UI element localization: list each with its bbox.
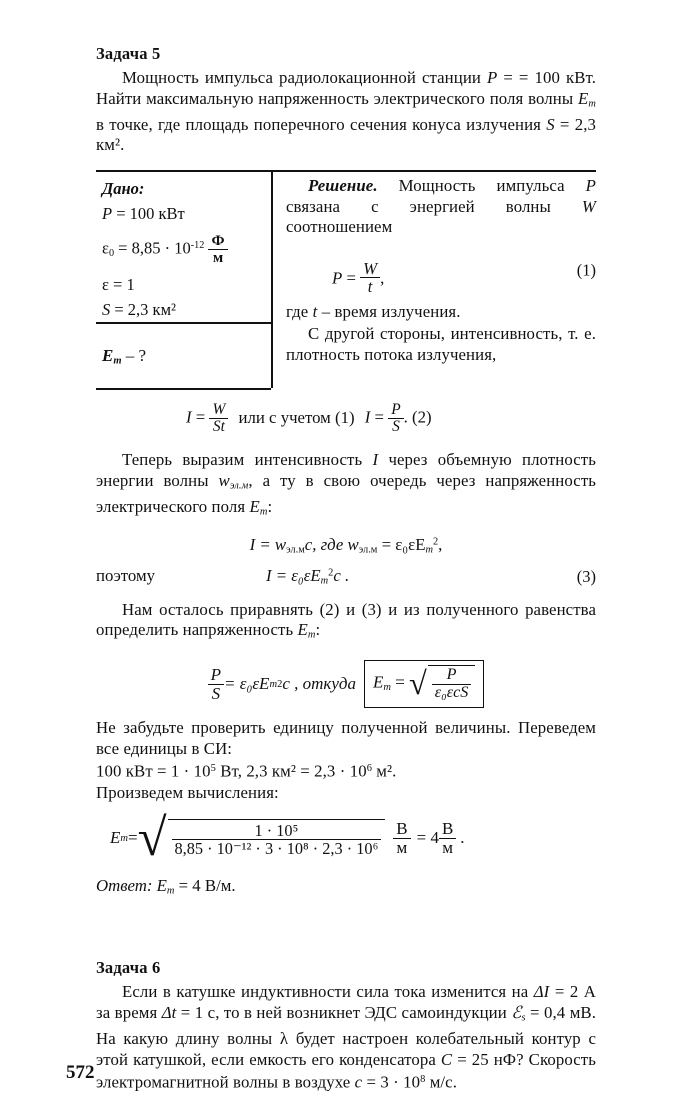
para4-b: : bbox=[315, 620, 321, 640]
task6-heading: Задача 6 bbox=[96, 958, 161, 978]
task5-answer bbox=[96, 876, 596, 897]
solution-para1 bbox=[286, 176, 596, 238]
find-label-sub: m bbox=[113, 355, 122, 367]
t6-dI: ΔI bbox=[533, 982, 550, 1002]
eq2-num1: W bbox=[212, 400, 226, 418]
t6-part6: = 3 · 10 bbox=[362, 1072, 421, 1092]
eq2-fraction-2 bbox=[388, 402, 403, 435]
eq1-fraction bbox=[360, 260, 380, 296]
eq2-fraction-1 bbox=[209, 402, 228, 435]
given-solution-block bbox=[96, 170, 596, 392]
task5-statement-part4: = 2,3 км². bbox=[96, 114, 596, 155]
boxed-E: E bbox=[372, 672, 384, 692]
final-res-num: В bbox=[441, 819, 454, 839]
final-den: 8,85 · 10⁻¹² · 3 · 10⁸ · 2,3 · 10⁶ bbox=[172, 839, 382, 857]
therefore-label: поэтому bbox=[96, 565, 155, 585]
radical-sign: √ bbox=[409, 665, 427, 702]
t6-part7: м/с. bbox=[425, 1072, 458, 1092]
eqmid-part3: = ε₀εE bbox=[377, 534, 426, 554]
equation-1: P = $\frac{W}{t}$ , (1) bbox=[332, 258, 596, 297]
t6-dt: Δt bbox=[161, 1002, 177, 1022]
task6-statement bbox=[96, 982, 596, 1093]
para6-sup2: 6 bbox=[366, 763, 372, 775]
page-number: 572 bbox=[66, 1062, 95, 1083]
t6-part5: = 25 нФ? Скорость электромагнитной волны в воздухе bbox=[96, 1049, 596, 1092]
find-label: E bbox=[102, 345, 114, 365]
t6-eps-sub: s bbox=[521, 1012, 526, 1024]
rule-bottom bbox=[96, 388, 271, 390]
eq2-tag: . (2) bbox=[403, 407, 432, 427]
t6-sup: 8 bbox=[420, 1074, 426, 1086]
eq3-part2: c . bbox=[333, 565, 350, 585]
final-unit bbox=[393, 820, 410, 857]
eqmid-sub1: эл.м bbox=[286, 544, 305, 556]
para3-w: w bbox=[218, 470, 230, 490]
eq3-sub: m bbox=[320, 575, 329, 587]
final-equation bbox=[96, 809, 596, 868]
eqbig-left-fraction bbox=[208, 666, 224, 703]
t6-eps: ℰ bbox=[511, 1002, 522, 1022]
given-item-0: P = 100 кВт bbox=[102, 203, 185, 223]
boxed-den: ε₀εcS bbox=[434, 684, 469, 702]
given-item-2: ε = 1 bbox=[102, 274, 135, 294]
para3-E: E bbox=[249, 496, 260, 516]
symbol-S: S bbox=[546, 114, 555, 134]
eq2-I2: I bbox=[364, 407, 371, 427]
final-radical bbox=[137, 809, 386, 868]
eqmid-sub3: m bbox=[425, 544, 433, 556]
where-symbol-t: t bbox=[312, 301, 318, 321]
task5-heading: Задача 5 bbox=[96, 44, 161, 63]
t6-C: C bbox=[440, 1049, 453, 1069]
eq2-den1: St bbox=[212, 418, 225, 436]
answer-E: E bbox=[152, 875, 167, 895]
task5-statement bbox=[96, 68, 596, 156]
eq2-I: I bbox=[186, 407, 192, 427]
t6-part1: Если в катушке индуктивности сила тока изменится на bbox=[122, 982, 534, 1002]
eqbig-mid2: c , откуда bbox=[282, 674, 356, 694]
rule-mid bbox=[96, 322, 271, 324]
para3-I: I bbox=[372, 449, 379, 469]
eqmid-part1: I = w bbox=[249, 534, 287, 554]
para4-E: E bbox=[297, 620, 308, 640]
eqbig-mid: = ε₀εE bbox=[224, 674, 270, 694]
eq1-tag: (1) bbox=[576, 260, 596, 280]
para6-c: м². bbox=[372, 762, 397, 782]
eq2-den2: S bbox=[392, 418, 400, 436]
eqbig-mid-sub: m bbox=[269, 678, 278, 690]
section-spacer bbox=[96, 896, 596, 926]
eq2-num2: P bbox=[391, 400, 401, 418]
task5-para6 bbox=[96, 759, 596, 782]
equation-2: I = $\frac{W}{St}$ или с учетом (1) I = $\frac{P}{S}$ . (2) bbox=[186, 400, 432, 436]
para3-d: : bbox=[267, 496, 273, 516]
where-part1: где bbox=[286, 301, 313, 321]
task5-para5: Не забудьте проверить единицу полученной величины. Переведем все единицы в СИ: bbox=[96, 718, 596, 758]
final-E-sub: m bbox=[120, 832, 128, 844]
final-res-den: м bbox=[439, 838, 456, 857]
boxed-fraction bbox=[432, 667, 472, 702]
section-spacer-2 bbox=[96, 926, 596, 944]
task5-statement-part1: Мощность импульса радиолокационной станции bbox=[122, 68, 487, 87]
task5-statement-part2: = = 100 кВт. Найти максимальную напряженность электрического поля волны bbox=[96, 68, 596, 108]
boxed-formula bbox=[364, 660, 484, 708]
given-item-1: $\varepsilon_0 = 8,85 \cdot 10^{-12}$ $\frac{Ф}{м}$ bbox=[102, 233, 267, 266]
final-result-unit bbox=[439, 820, 456, 857]
eqbig-num: P bbox=[210, 664, 222, 684]
radical bbox=[409, 665, 475, 702]
given-item-3: S = 2,3 км² bbox=[102, 299, 176, 319]
para6-sup1: 5 bbox=[210, 763, 216, 775]
answer-label: Ответ: bbox=[96, 875, 153, 895]
eqbig-den: S bbox=[211, 683, 221, 703]
answer-E-sub: m bbox=[166, 885, 175, 897]
solution-part2: связана с энергией волны bbox=[286, 196, 582, 216]
eqbig-mid-sup: 2 bbox=[277, 678, 283, 690]
para3-c: , а ту в свою очередь через напряженность электрического поля bbox=[96, 470, 597, 516]
eqmid-part2: c, где w bbox=[304, 534, 359, 554]
para6-a: 100 кВт = 1 · 10 bbox=[96, 762, 211, 782]
para3-b: через объемную плотность энергии волны bbox=[96, 449, 596, 490]
solution-symbol-W: W bbox=[581, 196, 596, 216]
solution-where bbox=[286, 302, 596, 323]
eq3-sup: 2 bbox=[328, 566, 334, 578]
eq1-denominator: t bbox=[367, 277, 373, 297]
solution-label: Решение. bbox=[308, 175, 378, 195]
find-quantity bbox=[102, 346, 146, 367]
unit-farad-per-meter: $\frac{Ф}{м}$ bbox=[208, 233, 227, 266]
final-unit-num: В bbox=[396, 819, 408, 839]
boxed-equals: = bbox=[390, 672, 410, 692]
equation-mid bbox=[96, 535, 596, 556]
eq2-mid-text: или с учетом (1) bbox=[238, 407, 355, 427]
text-column bbox=[96, 44, 596, 1093]
radical-content bbox=[428, 665, 476, 702]
final-equals: = bbox=[128, 828, 138, 848]
eq3-tag: (3) bbox=[576, 566, 596, 586]
task5-para4 bbox=[96, 600, 596, 647]
solution-para2: С другой стороны, интенсивность, т. е. плотность потока излучения, bbox=[286, 324, 596, 364]
boxed-E-sub: m bbox=[383, 682, 391, 694]
final-E: E bbox=[110, 828, 121, 848]
final-fraction bbox=[172, 822, 382, 857]
para6-b: Вт, 2,3 км² = 2,3 · 10 bbox=[215, 762, 367, 782]
final-num: 1 · 10⁵ bbox=[254, 821, 299, 841]
t6-c: c bbox=[354, 1072, 363, 1092]
answer-value: = 4 В/м. bbox=[174, 875, 236, 895]
symbol-Em: E bbox=[578, 88, 589, 108]
eqmid-sub2: эл.м bbox=[358, 544, 378, 556]
rule-top bbox=[96, 170, 596, 172]
boxed-num: P bbox=[446, 666, 457, 684]
t6-part4: = 0,4 мВ. На какую длину волны λ будет настроен колебательный контур с этой катушкой, если емкость его конденсатора bbox=[96, 1002, 596, 1069]
t6-part3: = 1 с, то в ней возникнет ЭДС самоиндукции bbox=[176, 1002, 512, 1022]
solution-symbol-P: P bbox=[585, 175, 597, 195]
final-dot: . bbox=[460, 828, 465, 848]
solution-part3: соотношением bbox=[286, 217, 393, 237]
task5-para3 bbox=[96, 450, 596, 523]
final-radical-content bbox=[168, 819, 386, 857]
para3-a: Теперь выразим интенсивность bbox=[122, 449, 373, 469]
given-label: Дано: bbox=[102, 178, 145, 198]
solution-part1: Мощность импульса bbox=[398, 175, 586, 195]
final-result: = 4 bbox=[416, 828, 439, 848]
eqmid-sup3: 2 bbox=[432, 536, 439, 548]
rule-vertical bbox=[271, 172, 273, 388]
where-part2: – время излучения. bbox=[317, 301, 461, 321]
para3-w-sub: эл.м bbox=[229, 480, 249, 492]
equation-3-row bbox=[96, 564, 596, 590]
symbol-P: P bbox=[487, 68, 498, 87]
equation-boxed-row bbox=[96, 660, 596, 708]
para4-E-sub: m bbox=[307, 629, 316, 641]
task5-statement-part3: в точке, где площадь поперечного сечения конуса излучения bbox=[96, 114, 547, 134]
eq1-numerator: W bbox=[363, 258, 378, 278]
final-radical-sign: √ bbox=[137, 809, 167, 868]
solution-text bbox=[286, 176, 596, 366]
find-question: – ? bbox=[121, 345, 147, 365]
final-unit-den: м bbox=[393, 838, 410, 857]
eq3-part1: I = ε₀εE bbox=[266, 565, 321, 585]
t6-part2: = 2 А за время bbox=[96, 982, 596, 1022]
eqmid-part4: , bbox=[438, 534, 443, 554]
eq1-left: P bbox=[332, 268, 343, 288]
given-list bbox=[102, 178, 267, 321]
task5-para7: Произведем вычисления: bbox=[96, 782, 279, 802]
para3-E-sub: m bbox=[259, 506, 268, 518]
symbol-Em-sub: m bbox=[588, 98, 596, 110]
para4-a: Нам осталось приравнять (2) и (3) и из полученного равенства определить напряженность bbox=[96, 599, 596, 640]
